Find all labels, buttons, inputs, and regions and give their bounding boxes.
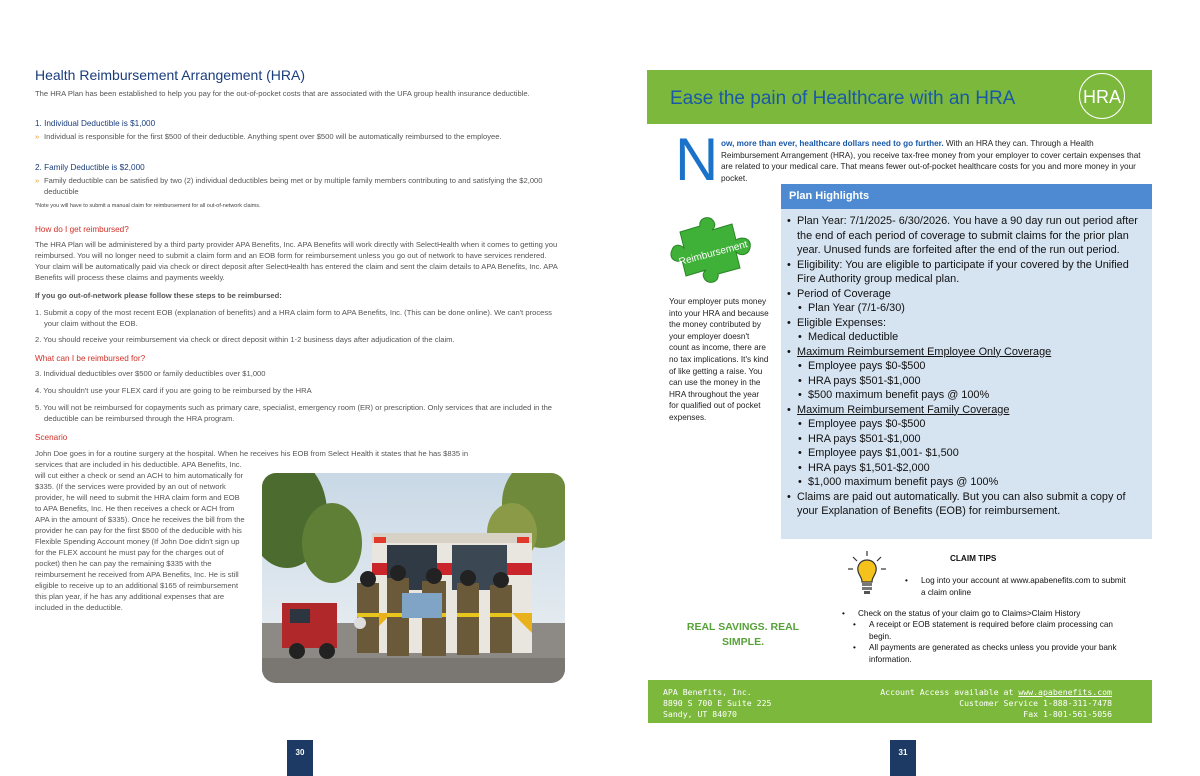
highlight-max-family: • Maximum Reimbursement Family Coverage (785, 403, 1145, 418)
highlight-fam-3: • Employee pays $1,001- $1,500 (785, 446, 1145, 461)
plan-highlights-list (785, 214, 1145, 519)
out-of-network-steps-heading: If you go out-of-network please follow these steps to be reimbursed: (35, 291, 282, 300)
highlight-fam-2: • HRA pays $501-$1,000 (785, 432, 1145, 447)
reimbursement-puzzle-icon (670, 212, 762, 284)
highlight-eligibility: • Eligibility: You are eligible to participate if your covered by the Unified Fire Authority group medical plan. (785, 258, 1145, 287)
highlight-max-employee: • Maximum Reimbursement Employee Only Coverage (785, 345, 1145, 360)
scenario-heading: Scenario (35, 433, 68, 442)
highlight-plan-year: • Plan Year: 7/1/2025- 6/30/2026. You have a 90 day run out period after the end of each period of coverage to submit claims for the prior plan year. Unused funds are forfeited after the end of the run out period. (785, 214, 1145, 258)
bullet-arrow-icon: » (35, 176, 40, 185)
oon-step-2: 2. You should receive your reimbursement via check or direct deposit within 1-2 business days after adjudication of the claim. (35, 335, 455, 344)
highlight-emp-1: • Employee pays $0-$500 (785, 359, 1145, 374)
hra-benefits-intro: ow, more than ever, healthcare dollars need to go further. With an HRA they can. Through a Health Reimbursement Arrangement (HRA), you receive tax-free money from your employer to cover certain expenses that are related to your medical care. That means fewer out-of-pocket healthcare costs for you and more money in your pocket. (721, 139, 1141, 183)
what-item-3: 3. Individual deductibles over $500 or family deductibles over $1,000 (35, 369, 266, 378)
page-number-30: 30 (287, 740, 313, 776)
firefighters-photo (262, 473, 565, 683)
what-item-5: 5. You will not be reimbursed for copayments such as primary care, specialist, emergency room (ER) or prescription. Only services that are included in the deductible can be reimbursed through the HRA program. (35, 403, 553, 423)
claim-tip-3: • A receipt or EOB statement is required before claim processing can begin. (853, 620, 1113, 641)
banner-title: Ease the pain of Healthcare with an HRA (670, 88, 1016, 109)
how-reimbursed-text: The HRA Plan will be administered by a third party provider APA Benefits, Inc. APA Benefits will work directly with SelectHealth when it comes to getting you reimbursed. You will no longer need to submit a claim form and an EOB form for reimbursement unless you go out of network to have services rendered. Your claim will be automatically paid via check or direct deposit after SelectHealth has entered the claim and sent the claim details to APA Benefits, Inc. APA Benefits will process these claims and payments weekly. (35, 240, 558, 282)
hra-logo: HRA (1079, 73, 1125, 119)
scenario-text: John Doe goes in for a routine surgery at the hospital. When he receives his EOB from Select Health it states that he has $835 in services that are included in his deductible. APA Benefits, Inc. will cut either a check or send an ACH to him automatically for $335. (If the services were provided by an out of network provider, he will need to submit the HRA claim form and EOB to APA Benefits, Inc. He then receives a check or ACH from APA in the amount of $335). Once he receives the bill from the provider he can pay for the first $500 of the deducible with his Flexible Spending Account money (If John Doe didn't sign up for the FLEX account he must pay for the charges out of pocket) then he can pay the remaining $335 with the reimbursement he received from APA Benefits, Inc. He is still eligible to receive up to an additional $165 of reimbursement this plan year, if he has any additional expenses that are included in the deductible. (35, 449, 469, 612)
highlight-emp-2: • HRA pays $501-$1,000 (785, 374, 1145, 389)
highlight-fam-4: • HRA pays $1,501-$2,000 (785, 461, 1145, 476)
apa-footer (648, 680, 1152, 723)
what-reimbursed-heading: What can I be reimbursed for? (35, 354, 146, 363)
plan-highlights-title: Plan Highlights (781, 184, 1152, 209)
highlight-eligible-expenses: • Eligible Expenses: (785, 316, 1145, 331)
individual-deductible-heading: 1. Individual Deductible is $1,000 (35, 119, 156, 128)
hra-banner (647, 70, 1152, 124)
individual-deductible-bullet: » Individual is responsible for the first $500 of their deductible. Anything spent over $500 will be automatically reimbursed to the employee. (35, 132, 502, 141)
family-deductible-heading: 2. Family Deductible is $2,000 (35, 163, 145, 172)
claim-tips-title: CLAIM TIPS (950, 554, 997, 563)
highlight-fam-1: • Employee pays $0-$500 (785, 417, 1145, 432)
footer-contact: Account Access available at www.apabenefits.com Customer Service 1-888-311-7478 Fax 1-801-561-5056 (880, 687, 1112, 719)
employer-contribution-text: Your employer puts money into your HRA and because the money contributed by your employer doesn't count as income, there are no tax implications. It's kind of like getting a raise. You can use the money in the HRA throughout the year for qualified out of pocket expenses. (669, 297, 769, 422)
highlight-eligible-sub: • Medical deductible (785, 330, 1145, 345)
highlight-period-sub: • Plan Year (7/1-6/30) (785, 301, 1145, 316)
plan-highlights-box (781, 184, 1152, 539)
out-of-network-note: *Note you will have to submit a manual claim for reimbursement for all out-of-network claims. (35, 203, 261, 209)
highlight-period: • Period of Coverage (785, 287, 1145, 302)
puzzle-label: Reimbursement (677, 239, 749, 269)
page-number-31: 31 (890, 740, 916, 776)
lightbulb-icon (847, 549, 887, 595)
footer-address: APA Benefits, Inc. 8890 S 700 E Suite 225 Sandy, UT 84070 (663, 687, 772, 719)
oon-step-1: 1. Submit a copy of the most recent EOB (explanation of benefits) and a HRA claim form to APA Benefits, Inc. (This can be done online). We can't process your claim without the EOB. (35, 308, 552, 328)
claim-tip-2: • Check on the status of your claim go to Claims>Claim History (842, 609, 1081, 618)
highlight-emp-3: • $500 maximum benefit pays @ 100% (785, 388, 1145, 403)
highlight-fam-5: • $1,000 maximum benefit pays @ 100% (785, 475, 1145, 490)
bullet-arrow-icon: » (35, 132, 40, 141)
drop-cap: N (675, 126, 719, 193)
family-deductible-bullet: » Family deductible can be satisfied by two (2) individual deductibles being met or by multiple family members contributing to and satisfying the $2,000 deductible (35, 176, 543, 196)
claim-tip-4: • All payments are generated as checks unless you provide your bank information. (853, 643, 1117, 664)
right-page (600, 0, 1200, 776)
apa-website-link[interactable]: www.apabenefits.com (1018, 687, 1112, 697)
how-reimbursed-heading: How do I get reimbursed? (35, 225, 129, 234)
highlight-claims: • Claims are paid out automatically. But you can also submit a copy of your Explanation of Benefits (EOB) for reimbursement. (785, 490, 1145, 519)
hra-intro: The HRA Plan has been established to help you pay for the out-of-pocket costs that are associated with the UFA group health insurance deductible. (35, 89, 530, 98)
hra-title: Health Reimbursement Arrangement (HRA) (35, 67, 305, 83)
claim-tip-1: • Log into your account at www.apabenefits.com to submit a claim online (905, 576, 1126, 597)
slogan: REAL SAVINGS. REAL SIMPLE. (686, 621, 800, 648)
what-item-4: 4. You shouldn't use your FLEX card if you are going to be reimbursed by the HRA (35, 386, 312, 395)
